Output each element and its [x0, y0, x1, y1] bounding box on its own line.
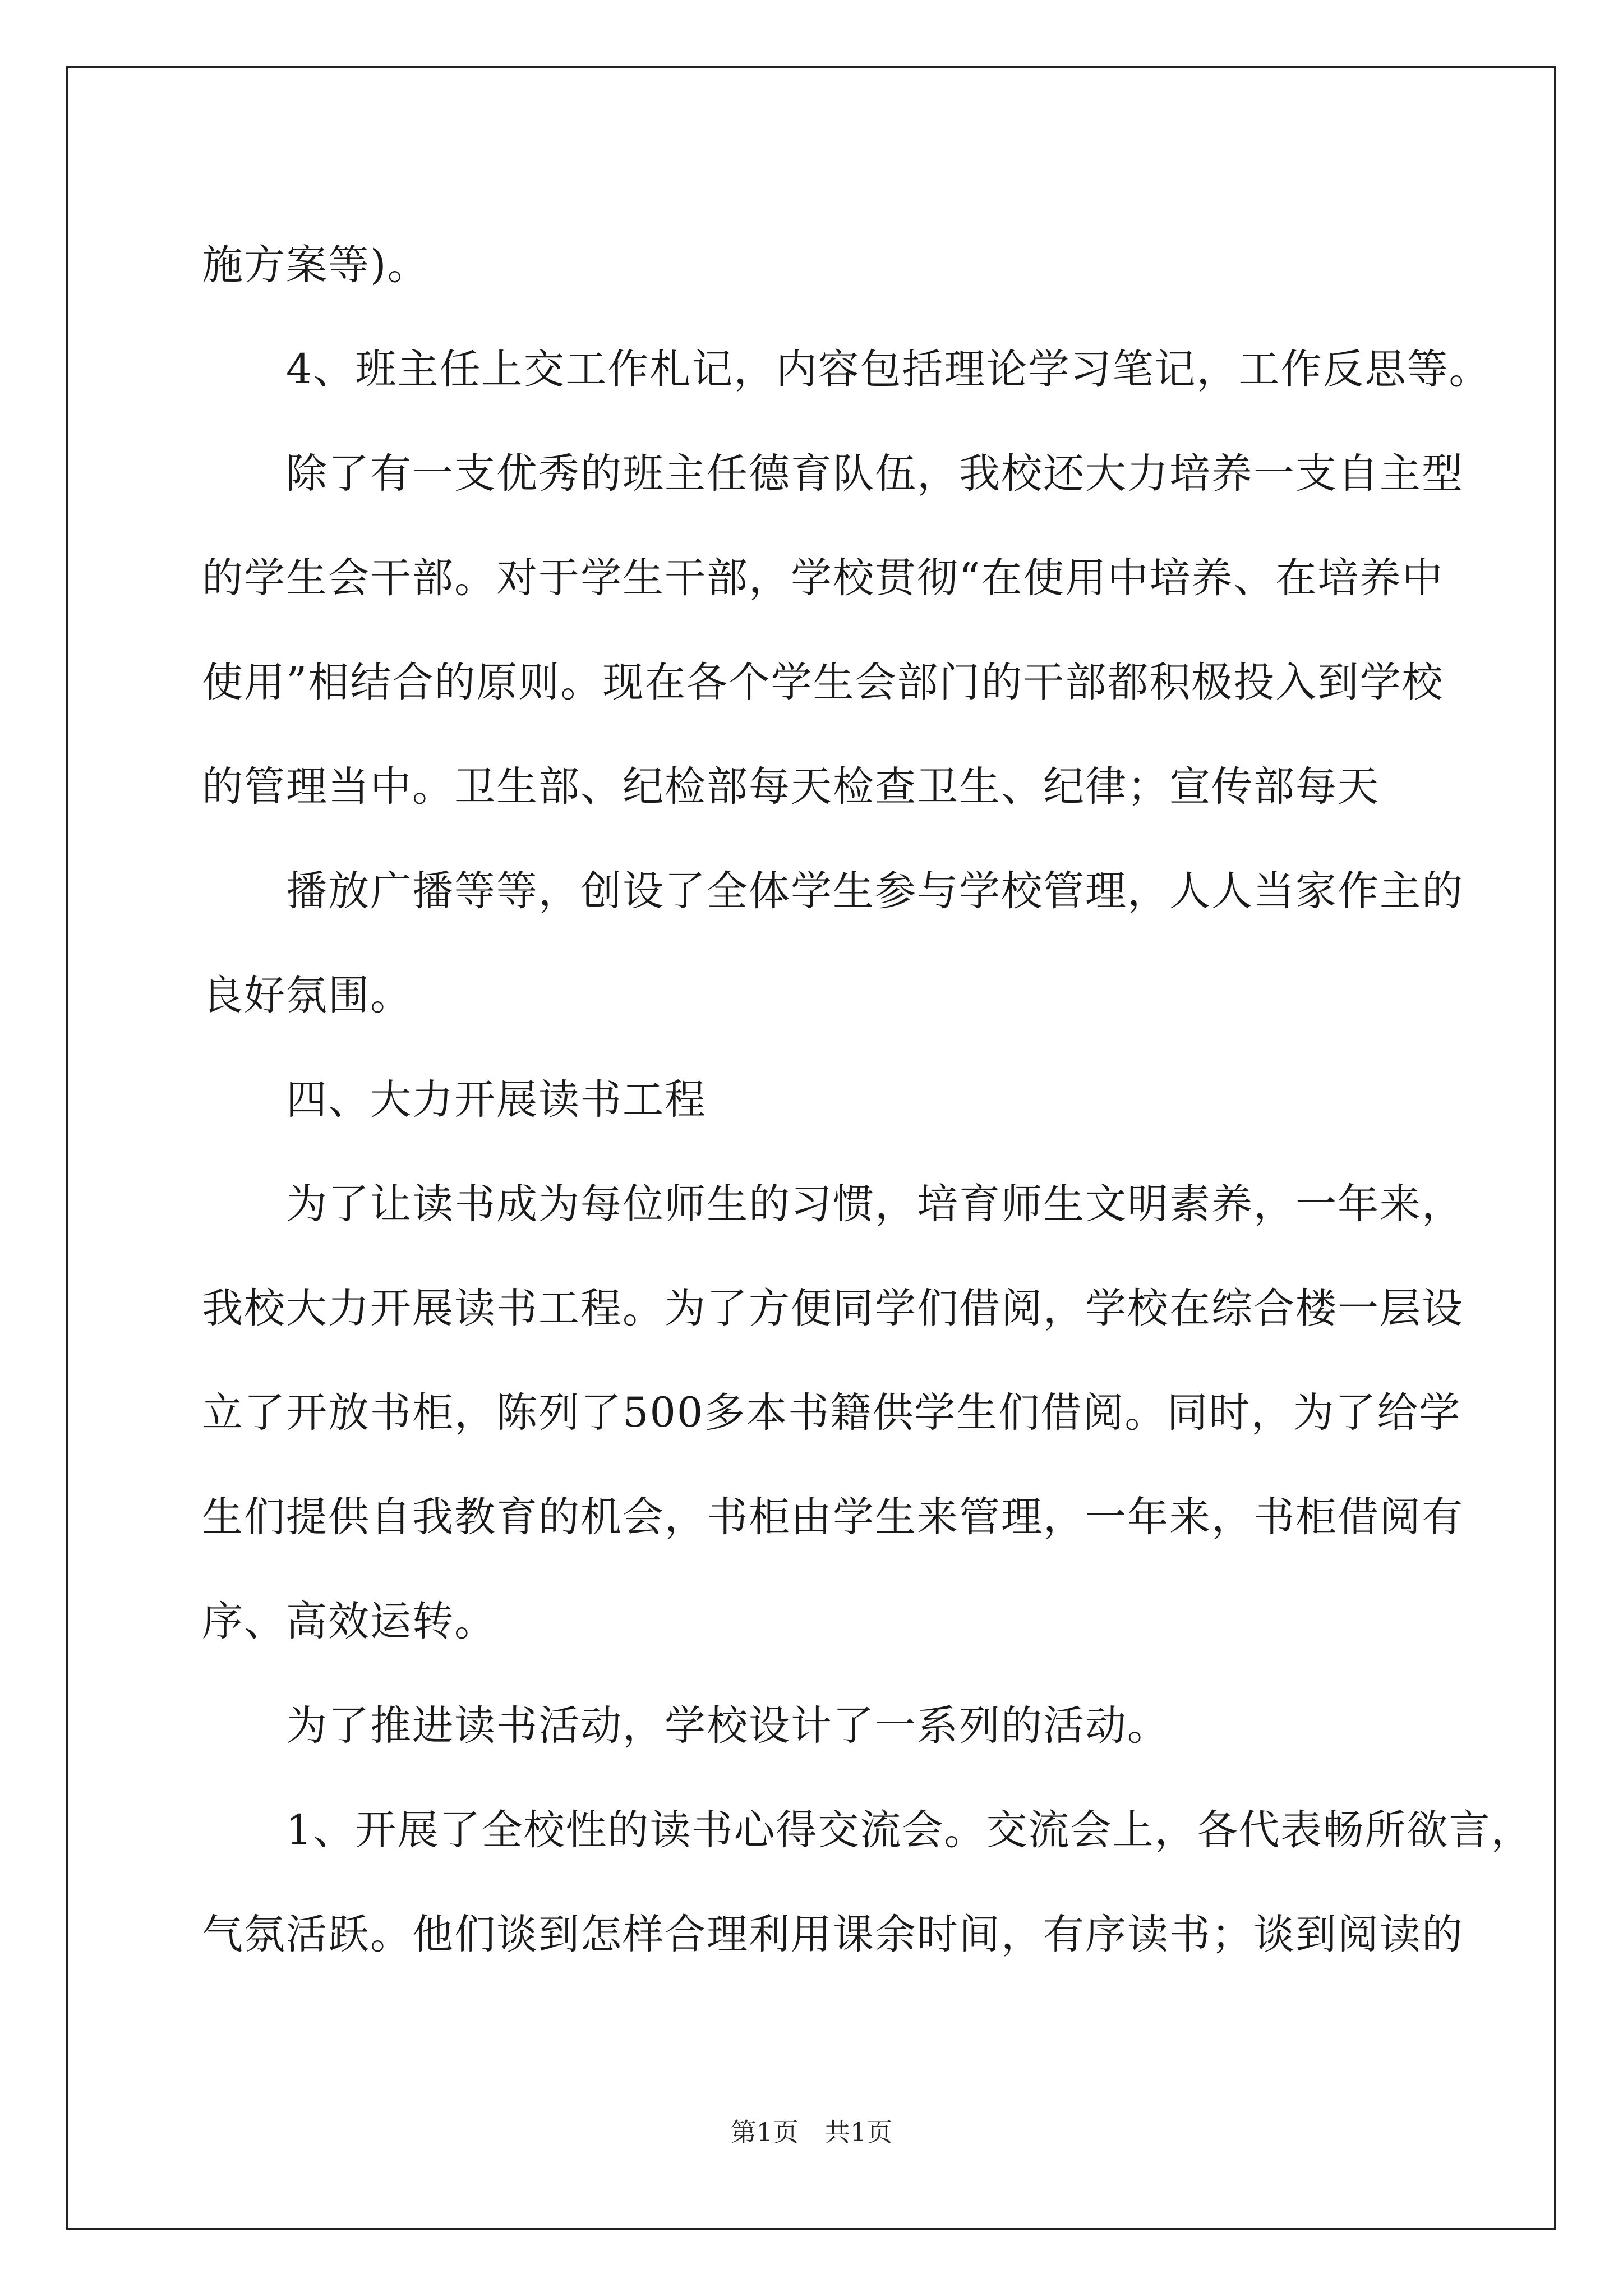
text-line: 序、高效运转。 — [202, 1598, 496, 1645]
text-line: 气氛活跃。他们谈到怎样合理利用课余时间，有序读书；谈到阅读的 — [202, 1911, 1464, 1958]
text-line: 播放广播等等，创设了全体学生参与学校管理，人人当家作主的 — [202, 867, 1464, 915]
text-line: 1、开展了全校性的读书心得交流会。交流会上，各代表畅所欲言， — [202, 1806, 1533, 1854]
text-line: 4、班主任上交工作札记，内容包括理论学习笔记，工作反思等。 — [202, 346, 1491, 393]
text-line: 为了推进读书活动，学校设计了一系列的活动。 — [202, 1702, 1169, 1750]
text-line: 我校大力开展读书工程。为了方便同学们借阅，学校在综合楼一层设 — [202, 1285, 1464, 1332]
text-line: 生们提供自我教育的机会，书柜由学生来管理，一年来，书柜借阅有 — [202, 1493, 1464, 1541]
text-line: 为了让读书成为每位师生的习惯，培育师生文明素养，一年来， — [202, 1180, 1464, 1228]
text-line: 的管理当中。卫生部、纪检部每天检查卫生、纪律；宣传部每天 — [202, 763, 1380, 811]
text-line: 使用”相结合的原则。现在各个学生会部门的干部都积极投入到学校 — [202, 659, 1444, 706]
text-line: 施方案等)。 — [202, 241, 430, 289]
page-number-footer: 第1页 共1页 — [730, 2117, 893, 2147]
text-line: 立了开放书柜，陈列了500多本书籍供学生们借阅。同时，为了给学 — [202, 1389, 1461, 1437]
document-body — [202, 213, 1533, 1987]
text-line: 的学生会干部。对于学生干部，学校贯彻“在使用中培养、在培养中 — [202, 554, 1444, 602]
text-line: 良好氛围。 — [202, 972, 412, 1019]
section-heading: 四、大力开展读书工程 — [202, 1076, 707, 1124]
text-line: 除了有一支优秀的班主任德育队伍，我校还大力培养一支自主型 — [202, 450, 1464, 498]
